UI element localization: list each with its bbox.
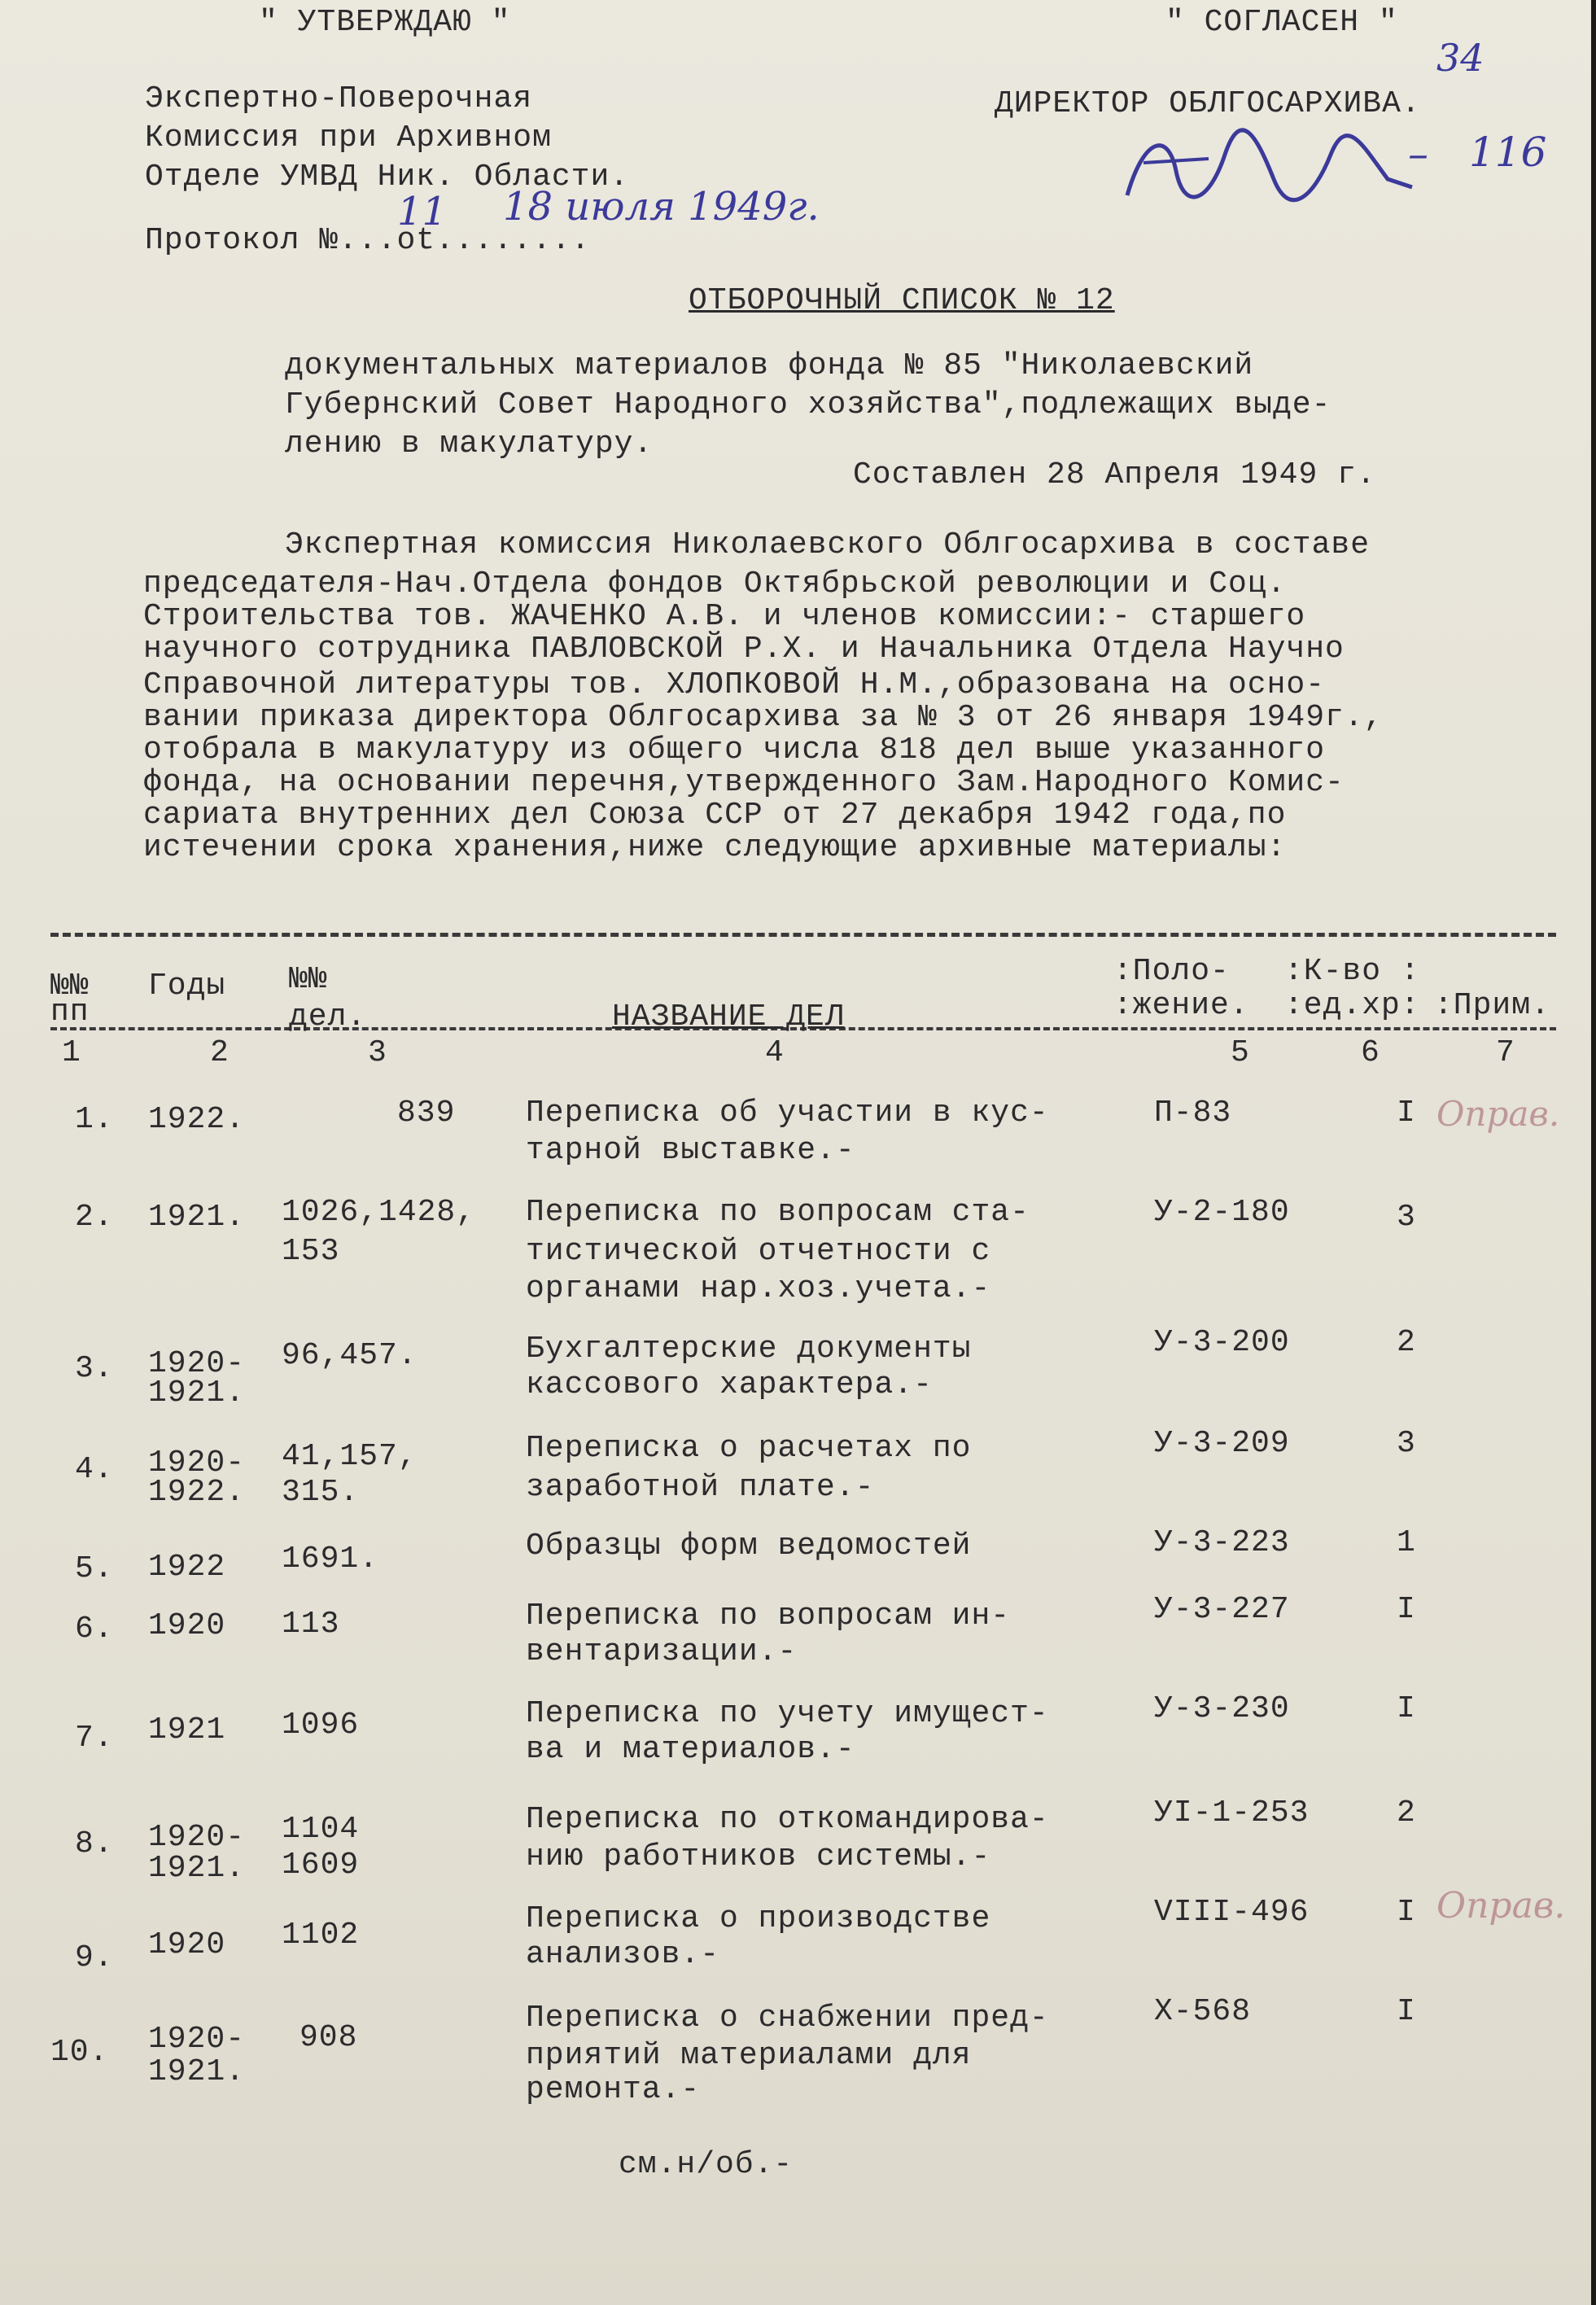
body-line-2: председателя-Нач.Отдела фондов Октябрьской революции и Соц. (143, 566, 1287, 601)
row-2-position: У-2-180 (1154, 1195, 1290, 1230)
body-line-5: Справочной литературы тов. ХЛОПКОВОЙ Н.М.,образована на осно- (143, 667, 1326, 702)
row-1-position: П-83 (1154, 1096, 1232, 1131)
row-3-title-2: кассового характера.- (526, 1367, 933, 1402)
row-7-years: 1921 (148, 1712, 226, 1747)
row-1-cases: 839 (397, 1096, 456, 1131)
row-1-num: 1. (75, 1102, 114, 1137)
row-4-position: У-3-209 (1154, 1426, 1290, 1461)
body-line-9: сариата внутренних дел Союза ССР от 27 декабря 1942 года,по (143, 798, 1287, 833)
row-9-title-2: анализов.- (526, 1937, 720, 1972)
row-4-count: 3 (1397, 1426, 1416, 1461)
row-2-title-1: Переписка по вопросам ста- (526, 1195, 1030, 1230)
header-cases-1: №№ (289, 962, 328, 997)
row-1-title-1: Переписка об участии в кус- (526, 1096, 1049, 1131)
row-4-years-2: 1922. (148, 1475, 246, 1510)
protocol-date: 18 июля 1949г. (503, 184, 820, 230)
header-cases-2: дел. (289, 999, 367, 1034)
row-7-title-1: Переписка по учету имущест- (526, 1696, 1049, 1731)
row-9-cases: 1102 (282, 1918, 360, 1953)
subtitle-line-2: Губернский Совет Народного хозяйства",подлежащих выде- (285, 387, 1331, 422)
header-title: НАЗВАНИЕ ДЕЛ (612, 999, 845, 1034)
row-2-cases-1: 1026,1428, (282, 1195, 476, 1230)
row-3-position: У-3-200 (1154, 1325, 1290, 1360)
row-9-title-1: Переписка о производстве (526, 1901, 991, 1936)
row-8-title-2: нию работников системы.- (526, 1839, 991, 1874)
row-4-years-1: 1920- (148, 1446, 246, 1481)
row-6-cases: 113 (282, 1607, 340, 1642)
approved-title: " УТВЕРЖДАЮ " (259, 5, 511, 40)
row-2-count: 3 (1397, 1200, 1416, 1235)
row-5-title: Образцы форм ведомостей (526, 1529, 972, 1564)
row-8-num: 8. (75, 1826, 114, 1861)
header-position-2: :жение. (1113, 988, 1249, 1023)
row-9-count: I (1397, 1895, 1416, 1930)
row-9-years: 1920 (148, 1927, 226, 1962)
row-10-cases: 908 (300, 2020, 358, 2055)
row-5-position: У-3-223 (1154, 1525, 1290, 1560)
row-8-years-1: 1920- (148, 1820, 246, 1855)
list-title: ОТБОРОЧНЫЙ СПИСОК № 12 (689, 283, 1115, 318)
row-9-note: Оправ. (1436, 1885, 1566, 1927)
row-6-title-1: Переписка по вопросам ин- (526, 1599, 1011, 1634)
row-10-count: I (1397, 1994, 1416, 2029)
row-1-note: Оправ. (1436, 1094, 1560, 1134)
col-number-5: 5 (1231, 1035, 1250, 1070)
protocol-label: Протокол №...ot........ (145, 223, 591, 258)
header-num-1: №№ (50, 969, 90, 1004)
margin-note-top: 34 (1436, 36, 1484, 80)
row-3-years-1: 1920- (148, 1346, 246, 1381)
row-2-num: 2. (75, 1200, 114, 1235)
header-note: :Прим. (1434, 988, 1550, 1023)
row-6-years: 1920 (148, 1608, 226, 1643)
row-3-years-2: 1921. (148, 1376, 246, 1411)
agreed-title: " СОГЛАСЕН " (1165, 5, 1398, 40)
row-2-cases-2: 153 (282, 1234, 340, 1269)
margin-note-dash: – (1408, 130, 1428, 177)
row-3-title-1: Бухгалтерские документы (526, 1332, 972, 1367)
continued-note: см.н/об.- (619, 2147, 794, 2182)
col-number-4: 4 (765, 1035, 785, 1070)
protocol-number: 11 (397, 189, 448, 234)
row-2-title-2: тистической отчетности с (526, 1234, 991, 1269)
row-7-count: I (1397, 1691, 1416, 1726)
approved-line-2: Комиссия при Архивном (145, 120, 552, 155)
row-6-num: 6. (75, 1612, 114, 1647)
row-8-title-1: Переписка по откомандирова- (526, 1802, 1049, 1837)
table-top-rule (50, 933, 1556, 937)
row-1-years: 1922. (148, 1102, 246, 1137)
row-5-count: 1 (1397, 1525, 1416, 1560)
col-number-2: 2 (210, 1035, 230, 1070)
row-10-title-2: приятий материалами для (526, 2038, 972, 2073)
row-10-position: Х-568 (1154, 1994, 1252, 2029)
header-position-1: :Поло- (1113, 954, 1230, 989)
header-count-2: :ед.хр: (1284, 988, 1420, 1023)
header-count-1: :К-во : (1284, 954, 1420, 989)
row-9-position: VIII-496 (1154, 1895, 1310, 1930)
subtitle-line-1: документальных материалов фонда № 85 "Николаевский (285, 348, 1254, 383)
row-5-num: 5. (75, 1551, 114, 1586)
scan-border (1591, 0, 1596, 2305)
margin-note-mid: 116 (1469, 129, 1547, 176)
row-3-count: 2 (1397, 1325, 1416, 1360)
body-line-1: Экспертная комиссия Николаевского Облгосархива в составе (285, 527, 1371, 562)
col-number-6: 6 (1361, 1035, 1380, 1070)
body-line-7: отобрала в макулатуру из общего числа 818 дел выше указанного (143, 733, 1326, 768)
row-1-count: I (1397, 1096, 1416, 1131)
body-line-8: фонда, на основании перечня,утвержденного Зам.Народного Комис- (143, 765, 1345, 800)
row-3-num: 3. (75, 1351, 114, 1386)
col-number-3: 3 (368, 1035, 387, 1070)
row-10-num: 10. (50, 2035, 109, 2070)
director-position: ДИРЕКТОР ОБЛГОСАРХИВА. (995, 86, 1421, 121)
row-10-years-1: 1920- (148, 2022, 246, 2057)
row-8-count: 2 (1397, 1795, 1416, 1830)
row-5-cases: 1691. (282, 1542, 379, 1577)
row-10-title-1: Переписка о снабжении пред- (526, 2001, 1049, 2036)
body-line-6: вании приказа директора Облгосархива за № 3 от 26 января 1949г., (143, 700, 1384, 735)
row-4-cases-1: 41,157, (282, 1439, 418, 1474)
row-10-years-2: 1921. (148, 2054, 246, 2089)
row-6-position: У-3-227 (1154, 1592, 1290, 1627)
col-number-1: 1 (62, 1035, 81, 1070)
row-3-cases: 96,457. (282, 1338, 418, 1373)
row-4-title-2: заработной плате.- (526, 1470, 875, 1505)
approved-line-3: Отделе УМВД Ник. Области. (145, 160, 630, 195)
row-4-cases-2: 315. (282, 1475, 360, 1510)
row-9-num: 9. (75, 1940, 114, 1975)
row-8-cases-2: 1609 (282, 1848, 360, 1883)
row-6-count: I (1397, 1592, 1416, 1627)
row-8-years-2: 1921. (148, 1851, 246, 1886)
subtitle-line-3: лению в макулатуру. (285, 426, 654, 461)
row-7-num: 7. (75, 1721, 114, 1756)
approved-line-1: Экспертно-Поверочная (145, 81, 533, 116)
header-num-2: пп (50, 995, 90, 1030)
row-6-title-2: вентаризации.- (526, 1634, 798, 1669)
row-1-title-2: тарной выставке.- (526, 1133, 855, 1168)
body-line-4: научного сотрудника ПАВЛОВСКОЙ Р.Х. и Начальника Отдела Научно (143, 632, 1345, 667)
row-5-years: 1922 (148, 1550, 226, 1585)
header-years: Годы (148, 969, 226, 1004)
compiled-date: Составлен 28 Апреля 1949 г. (853, 457, 1376, 492)
row-2-title-3: органами нар.хоз.учета.- (526, 1271, 991, 1306)
row-2-years: 1921. (148, 1200, 246, 1235)
body-line-10: истечении срока хранения,ниже следующие архивные материалы: (143, 830, 1287, 865)
row-8-cases-1: 1104 (282, 1812, 360, 1847)
row-7-cases: 1096 (282, 1708, 360, 1743)
row-4-title-1: Переписка о расчетах по (526, 1431, 972, 1466)
body-line-3: Строительства тов. ЖАЧЕНКО А.В. и членов комиссии:- старшего (143, 599, 1306, 634)
row-7-position: У-3-230 (1154, 1691, 1290, 1726)
row-8-position: УI-1-253 (1154, 1795, 1310, 1830)
row-10-title-3: ремонта.- (526, 2072, 701, 2107)
col-number-7: 7 (1496, 1035, 1515, 1070)
row-7-title-2: ва и материалов.- (526, 1732, 855, 1767)
row-4-num: 4. (75, 1452, 114, 1487)
